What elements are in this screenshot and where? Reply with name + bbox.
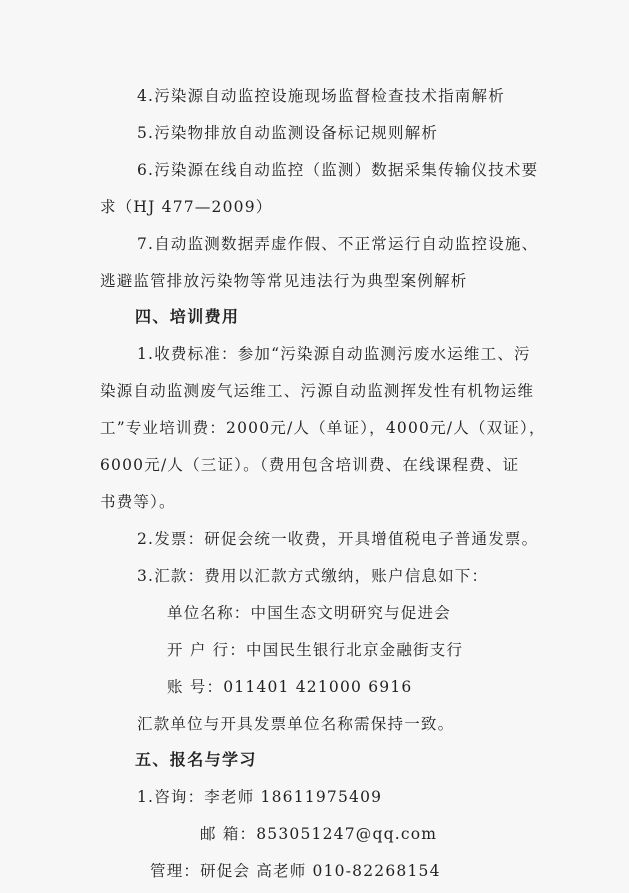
text-line-account-name: 单位名称：中国生态文明研究与促进会 [167,604,451,622]
text-line-account-number: 账 号：011401 421000 6916 [167,678,413,696]
text-line-item-4: 4.污染源自动监控设施现场监督检查技术指南解析 [137,87,505,105]
text-line-management: 管理：研促会 高老师 010-82268154 [150,862,441,880]
text-line-fee-standard: 1.收费标准：参加“污染源自动监测污废水运维工、污 [137,345,531,363]
text-line-fee-standard-cont-4: 书费等）。 [100,493,176,511]
text-line-invoice: 2.发票：研促会统一收费，开具增值税电子普通发票。 [137,530,539,548]
text-line-fee-standard-cont-2: 工”专业培训费：2000元/人（单证），4000元/人（双证）， [100,419,546,437]
text-line-item-6-cont: 求（HJ 477—2009） [100,198,273,216]
text-line-remittance: 3.汇款：费用以汇款方式缴纳，账户信息如下： [137,567,489,585]
text-line-account-bank: 开 户 行：中国民生银行北京金融街支行 [167,641,464,659]
text-line-item-6: 6.污染源在线自动监控（监测）数据采集传输仪技术要 [137,161,539,179]
section-heading-registration: 五、报名与学习 [135,750,257,769]
text-line-item-7: 7.自动监测数据弄虚作假、不正常运行自动监控设施、 [137,235,539,253]
text-line-consult: 1.咨询：李老师 18611975409 [137,788,383,806]
text-line-item-7-cont: 逃避监管排放污染物等常见违法行为典型案例解析 [100,272,468,290]
text-line-email: 邮 箱：853051247@qq.com [200,825,438,843]
text-line-fee-standard-cont-3: 6000元/人（三证）。（费用包含培训费、在线课程费、证 [100,456,520,474]
text-line-fee-standard-cont-1: 染源自动监测废气运维工、污源自动监测挥发性有机物运维 [100,382,535,400]
text-line-item-5: 5.污染物排放自动监测设备标记规则解析 [137,124,439,142]
text-line-remittance-note: 汇款单位与开具发票单位名称需保持一致。 [137,715,455,733]
section-heading-fees: 四、培训费用 [135,307,240,326]
